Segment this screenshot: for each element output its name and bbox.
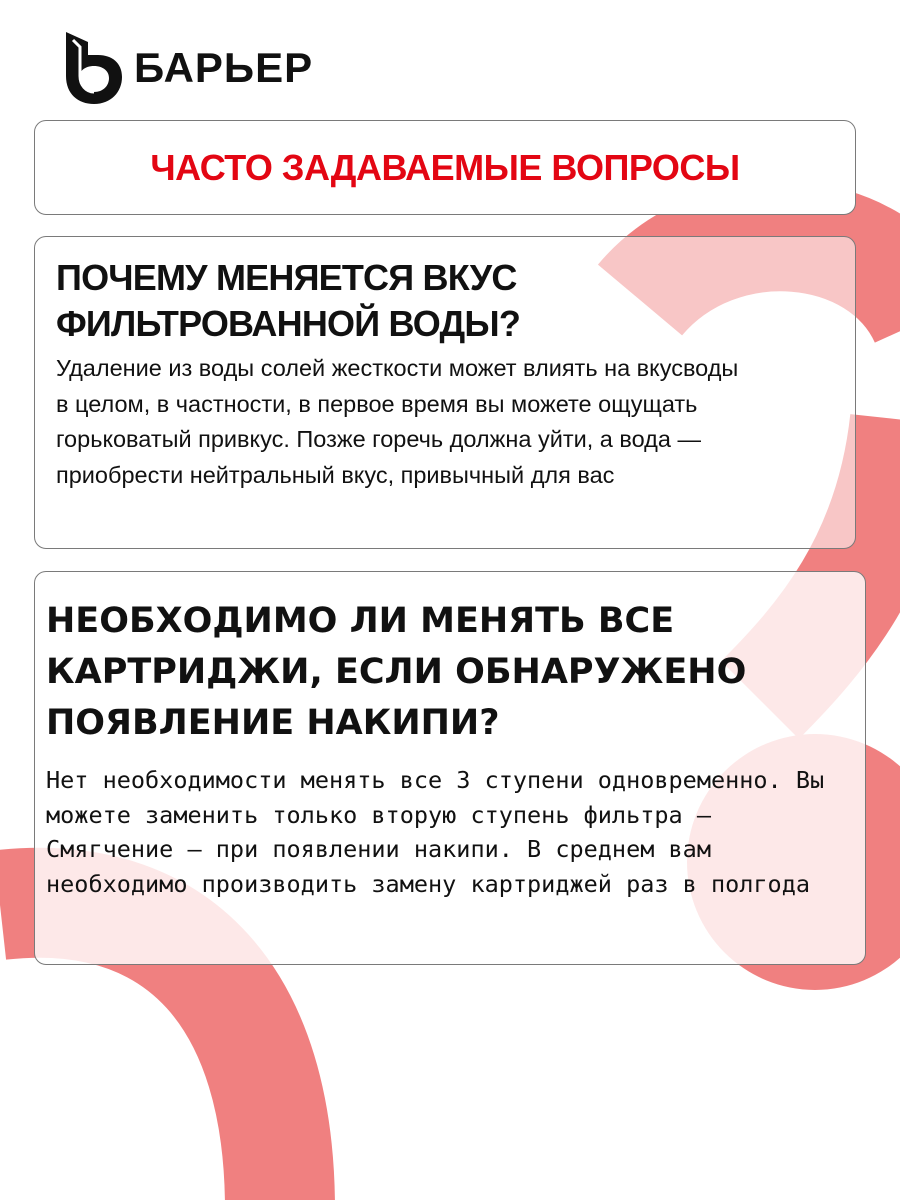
- brand-name: БАРЬЕР: [134, 44, 314, 91]
- faq-card-scale: [34, 571, 866, 965]
- brand-logo: [58, 30, 313, 106]
- faq-answer: Удаление из воды солей жесткости может влиять на вкусводы в целом, в частности, в первое время вы можете ощущать горьковатый привкус. Позже горечь должна уйти, а вода — приобрести нейтральный вкус, привычный для вас: [56, 355, 739, 488]
- water-drop-logo-icon: [58, 30, 128, 106]
- faq-card-taste: [34, 236, 856, 549]
- page-title: ЧАСТО ЗАДАВАЕМЫЕ ВОПРОСЫ: [150, 146, 740, 188]
- faq-question: НЕОБХОДИМО ЛИ МЕНЯТЬ ВСЕ КАРТРИДЖИ, ЕСЛИ ОБНАРУЖЕНО ПОЯВЛЕНИЕ НАКИПИ?: [46, 601, 747, 743]
- faq-answer: Нет необходимости менять все 3 ступени одновременно. Вы можете заменить только вторую ступень фильтра – Смягчение – при появлении накипи. В среднем вам необходимо производить замену картриджей раз в полгода: [46, 766, 825, 898]
- faq-question: ПОЧЕМУ МЕНЯЕТСЯ ВКУС ФИЛЬТРОВАННОЙ ВОДЫ?: [56, 257, 521, 344]
- page-title-banner: [34, 120, 856, 215]
